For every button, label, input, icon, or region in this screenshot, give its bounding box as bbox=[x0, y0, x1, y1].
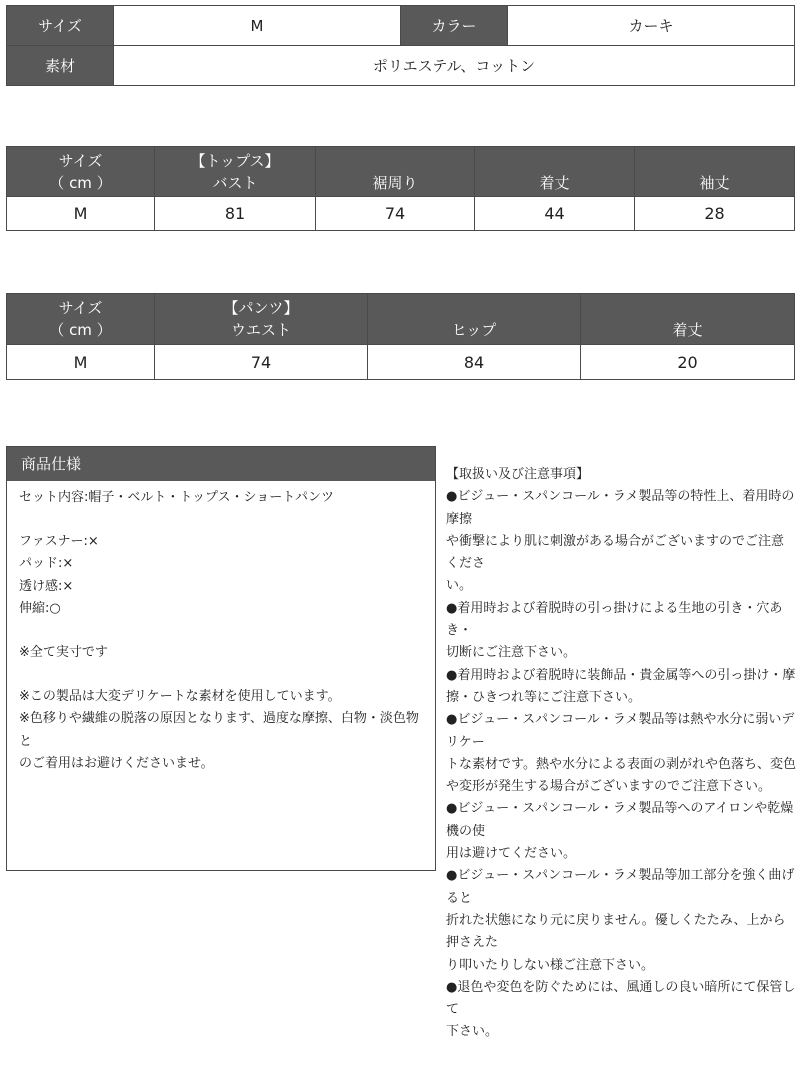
product-spec-body bbox=[7, 481, 435, 781]
care-line: い。 bbox=[446, 578, 473, 594]
pants-size-header-line2: （ cm ） bbox=[49, 321, 112, 339]
material-label: 素材 bbox=[7, 46, 114, 86]
care-line: トな素材です。熱や水分による表面の剥がれや色落ち、変色 bbox=[446, 756, 796, 772]
table-row bbox=[7, 345, 795, 380]
tops-col-hem bbox=[316, 147, 475, 197]
tops-size-header bbox=[7, 147, 155, 197]
care-line: や衝撃により肌に刺激がある場合がございますのでご注意くださ bbox=[446, 533, 785, 572]
pants-col-length bbox=[581, 294, 795, 345]
tops-sleeve-value: 28 bbox=[635, 197, 795, 231]
color-label: カラー bbox=[401, 6, 508, 46]
pants-size-header bbox=[7, 294, 155, 345]
care-line: ●着用時および着脱時に装飾品・貴金属等への引っ掛け・摩 bbox=[446, 667, 796, 683]
spec-table bbox=[6, 5, 795, 86]
pants-col-waist-label: ウエスト bbox=[230, 321, 291, 339]
tops-col-hem-label: 裾周り bbox=[372, 173, 418, 192]
pants-col-hip bbox=[368, 294, 581, 345]
pants-header-row bbox=[7, 294, 795, 345]
pants-col-waist bbox=[155, 294, 368, 345]
care-line: 下さい。 bbox=[446, 1024, 499, 1040]
size-value: M bbox=[114, 6, 401, 46]
care-line: 切断にご注意下さい。 bbox=[446, 645, 577, 661]
pants-waist-value: 74 bbox=[155, 345, 368, 380]
tops-col-length bbox=[475, 147, 635, 197]
fastener-info: ファスナー:× bbox=[19, 534, 99, 550]
tops-col-sleeve-label: 袖丈 bbox=[699, 173, 730, 192]
product-spec-box bbox=[6, 446, 436, 871]
spec-row-material bbox=[7, 46, 795, 86]
tops-length-value: 44 bbox=[475, 197, 635, 231]
pants-hip-value: 84 bbox=[368, 345, 581, 380]
pants-col-length-label: 着丈 bbox=[672, 321, 703, 339]
tops-col-sleeve bbox=[635, 147, 795, 197]
pants-col-hip-label: ヒップ bbox=[451, 321, 497, 339]
pants-size-table bbox=[6, 293, 795, 380]
care-line: り叩いたりしない様ご注意下さい。 bbox=[446, 957, 655, 973]
care-title: 【取扱い及び注意事項】 bbox=[446, 467, 590, 482]
size-label: サイズ bbox=[7, 6, 114, 46]
set-contents: セット内容:帽子・ベルト・トップス・ショートパンツ bbox=[19, 490, 334, 505]
tops-size-table bbox=[6, 146, 795, 231]
pants-size-header-line1: サイズ bbox=[58, 299, 103, 317]
table-row bbox=[7, 197, 795, 231]
tops-col-bust bbox=[155, 147, 316, 197]
care-line: ●着用時および着脱時の引っ掛けによる生地の引き・穴あき・ bbox=[446, 600, 783, 639]
tops-row-size: M bbox=[7, 197, 155, 231]
spec-row-size-color bbox=[7, 6, 795, 46]
note-delicate: ※この製品は大変デリケートな素材を使用しています。 bbox=[19, 689, 341, 705]
material-value: ポリエステル、コットン bbox=[114, 46, 795, 86]
care-line: や変形が発生する場合がございますのでご注意下さい。 bbox=[446, 779, 772, 795]
color-value: カーキ bbox=[508, 6, 795, 46]
care-line: ●退色や変色を防ぐためには、風通しの良い暗所にて保管して bbox=[446, 979, 796, 1018]
care-line: 擦・ひきつれ等にご注意下さい。 bbox=[446, 689, 642, 705]
tops-col-length-label: 着丈 bbox=[539, 173, 570, 192]
note-color-line1: ※色移りや繊維の脱落の原因となります、過度な摩擦、白物・淡色物と bbox=[19, 711, 419, 749]
tops-hem-value: 74 bbox=[316, 197, 475, 231]
care-line: 折れた状態になり元に戻りません。優しくたたみ、上から押さえた bbox=[446, 912, 786, 951]
stretch-info: 伸縮:○ bbox=[19, 600, 61, 616]
care-line: ●ビジュー・スパンコール・ラメ製品等の特性上、着用時の摩擦 bbox=[446, 489, 795, 527]
pants-row-size: M bbox=[7, 345, 155, 380]
sheer-info: 透け感:× bbox=[19, 578, 74, 594]
tops-size-header-line1: サイズ bbox=[58, 151, 103, 170]
tops-group-label: 【トップス】 bbox=[190, 151, 280, 170]
pants-group-label: 【パンツ】 bbox=[223, 299, 299, 317]
tops-col-bust-label: バスト bbox=[212, 173, 258, 192]
care-line: ●ビジュー・スパンコール・ラメ製品等加工部分を強く曲げると bbox=[446, 868, 795, 906]
care-line: 用は避けてください。 bbox=[446, 846, 577, 862]
tops-header-row bbox=[7, 147, 795, 197]
pad-info: パッド:× bbox=[19, 556, 74, 572]
care-notes bbox=[446, 464, 796, 1044]
note-color-line2: のご着用はお避けくださいませ。 bbox=[19, 755, 214, 771]
tops-bust-value: 81 bbox=[155, 197, 316, 231]
care-line: ●ビジュー・スパンコール・ラメ製品等へのアイロンや乾燥機の使 bbox=[446, 801, 794, 839]
pants-length-value: 20 bbox=[581, 345, 795, 380]
tops-size-header-line2: （ cm ） bbox=[49, 173, 112, 192]
care-line: ●ビジュー・スパンコール・ラメ製品等は熱や水分に弱いデリケー bbox=[446, 712, 795, 750]
note-actual-size: ※全て実寸です bbox=[19, 645, 108, 661]
product-spec-title: 商品仕様 bbox=[7, 447, 435, 481]
